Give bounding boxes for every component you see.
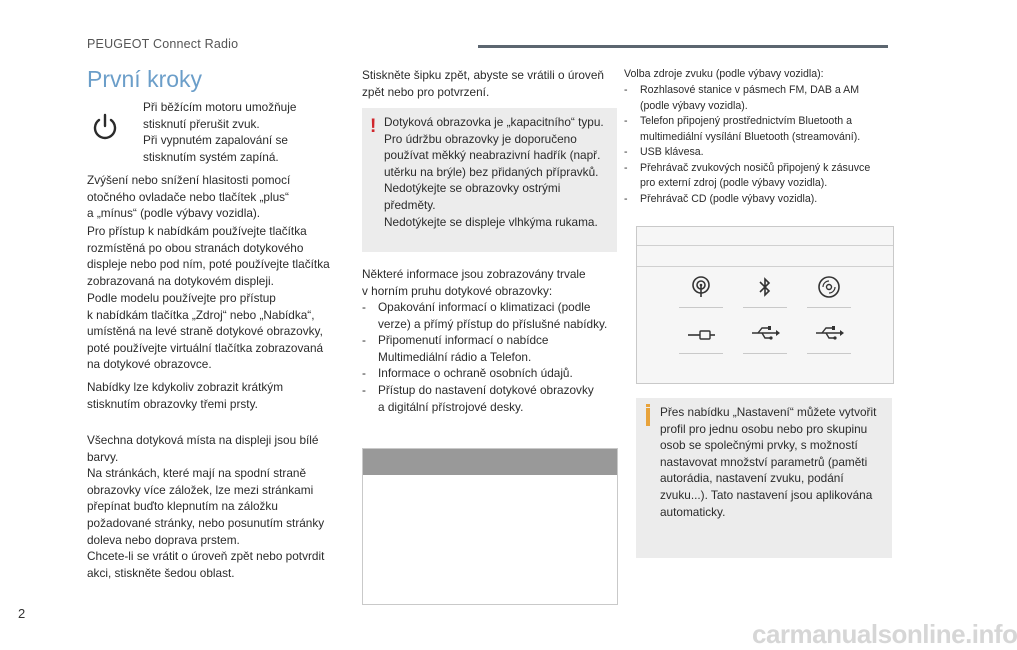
usb-icon[interactable] bbox=[743, 313, 787, 354]
page-number: 2 bbox=[18, 606, 26, 621]
list-item: - Rozhlasové stanice v pásmech FM, DAB a AM (podle výbavy vozidla). bbox=[624, 83, 894, 114]
source-menu-paragraph: Podle modelu používejte pro přístup k nabídkám tlačítka „Zdroj“ nebo „Nabídka“, umístěná na levé straně dotykové obrazovky, poté používejte virtuální tlačítka zobrazovaná na dotykové obrazovce. bbox=[87, 291, 324, 372]
usb-icon[interactable] bbox=[807, 313, 851, 354]
list-item: - Přehrávač zvukových nosičů připojený k zásuvce pro externí zdroj (podle výbavy vozidla). bbox=[624, 161, 894, 192]
status-bar-list bbox=[362, 299, 622, 415]
page-title: První kroky bbox=[87, 66, 203, 92]
menu-access-paragraph: Pro přístup k nabídkám používejte tlačítka rozmístěná po obou stranách dotykového displeje nebo pod ním, poté používejte tlačítka zobrazovaná na dotykovém displeji. bbox=[87, 224, 330, 288]
sources-list bbox=[624, 83, 894, 207]
back-arrow-paragraph: Stiskněte šipku zpět, abyste se vrátili o úroveň zpět nebo pro potvrzení. bbox=[362, 68, 604, 99]
list-item: - Přehrávač CD (podle výbavy vozidla). bbox=[624, 192, 894, 208]
screen-title-bar bbox=[637, 246, 893, 267]
blank-table-header bbox=[363, 449, 617, 475]
watermark: carmanualsonline.info bbox=[752, 619, 1017, 649]
power-icon bbox=[92, 113, 118, 141]
warning-text: Dotyková obrazovka je „kapacitního“ typu. Pro údržbu obrazovky je doporučeno používat měkký neabrazivní hadřík (např. utěrku na brýle) bez přidaných přípravků. Nedotýkejte se obrazovky ostrými předměty. Nedotýkejte se displeje vlhkýma rukama. bbox=[384, 115, 604, 229]
warning-icon: ! bbox=[370, 116, 377, 137]
list-item: - Informace o ochraně osobních údajů. bbox=[362, 365, 622, 382]
header-brand: PEUGEOT Connect Radio bbox=[87, 37, 239, 51]
volume-paragraph: Zvýšení nebo snížení hlasitosti pomocí otočného ovladače nebo tlačítek „plus“ a „mínus“ (podle výbavy vozidla). bbox=[87, 173, 291, 221]
sources-intro: Volba zdroje zvuku (podle výbavy vozidla): bbox=[624, 68, 824, 80]
header-bar bbox=[478, 45, 888, 48]
screen-top-bar bbox=[637, 227, 893, 246]
aux-jack-icon[interactable] bbox=[679, 313, 723, 354]
status-bar-intro: Některé informace jsou zobrazovány trvale v horním pruhu dotykové obrazovky: bbox=[362, 267, 586, 298]
list-item: - Opakování informací o klimatizaci (podle verze) a přímý přístup do příslušné nabídky. bbox=[362, 299, 622, 332]
list-item: - Připomenutí informací o nabídce Multimediální rádio a Telefon. bbox=[362, 332, 622, 365]
bluetooth-icon[interactable] bbox=[743, 267, 787, 308]
list-item: - Telefon připojený prostřednictvím Bluetooth a multimediální vysílání Bluetooth (streamování). bbox=[624, 114, 894, 145]
cd-icon[interactable] bbox=[807, 267, 851, 308]
blank-table bbox=[362, 448, 618, 605]
radio-icon[interactable] bbox=[679, 267, 723, 308]
source-screen bbox=[636, 226, 894, 384]
tip-text: Přes nabídku „Nastavení“ můžete vytvořit profil pro jednu osobu nebo pro skupinu osob se společnými prvky, s možností nastavovat množství parametrů (paměti autorádia, nastavení zvuku, podání zvuku...). Tato nastavení jsou aplikována automaticky. bbox=[660, 405, 877, 519]
list-item: - Přístup do nastavení dotykové obrazovky a digitální přístrojové desky. bbox=[362, 382, 622, 415]
warning-box bbox=[362, 108, 617, 252]
power-note: Při běžícím motoru umožňuje stisknutí přerušit zvuk. Při vypnutém zapalování se stisknutím systém zapíná. bbox=[143, 100, 297, 164]
three-finger-paragraph: Nabídky lze kdykoliv zobrazit krátkým stisknutím obrazovky třemi prsty. bbox=[87, 380, 284, 411]
list-item: - USB klávesa. bbox=[624, 145, 894, 161]
touch-areas-paragraph: Všechna dotyková místa na displeji jsou bílé barvy. Na stránkách, které mají na spodní straně obrazovky více záložek, lze mezi stránkami přepínat buďto klepnutím na záložku požadované stránky, nebo posunutím stránky doleva nebo doprava prstem. Chcete-li se vrátit o úroveň zpět nebo potvrdit akci, stiskněte šedou oblast. bbox=[87, 433, 325, 580]
info-icon-dot bbox=[646, 404, 650, 407]
info-icon bbox=[646, 408, 650, 426]
tip-box bbox=[636, 398, 892, 558]
